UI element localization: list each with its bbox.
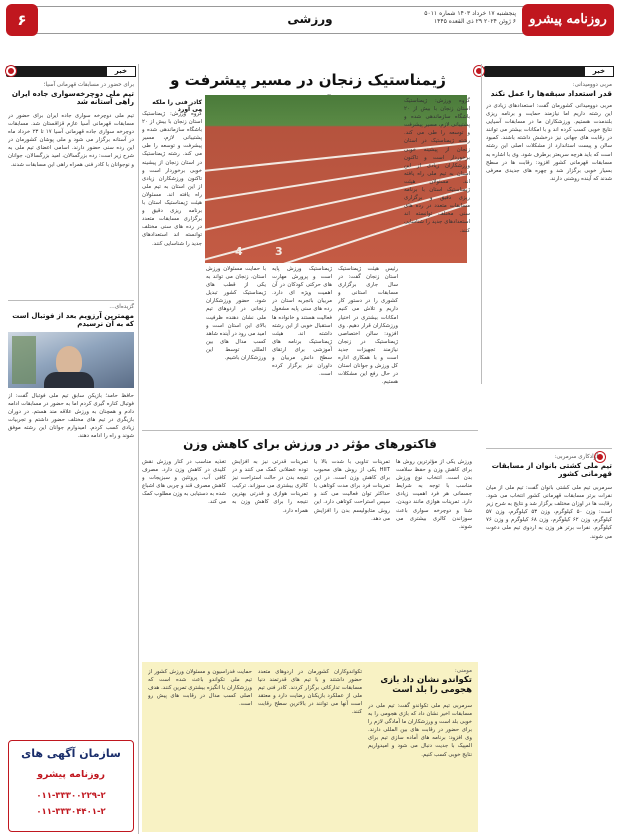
issue-date-line-2: ۶ ژوئن ۲۰۲۴ ۲۹ ذی القعده ۱۴۴۵ <box>433 18 516 25</box>
left-kicker-2: گزیده‌ای… <box>109 304 134 310</box>
divider <box>8 300 134 301</box>
right-article-body: مربی دوومیدانی کشورمان گفت: استعدادهای زیادی در این رشته داریم اما نیازمند حمایت و برنامه ریزی بلندمدت هستیم. ورزشکاران ما در مسابقات آسیایی نتایج خوبی کسب کرده اند و با امکانات بیشتر می توانند در رقابت های جهانی نیز درخشش داشته باشند. کمبود سالن و پیست استاندارد از مشکلات اصلی این رشته است که باید هرچه سریعتر برطرف شود. وی با اشاره به مسابقات قهرمانی کشور افزود: رقابت ها در سطح بسیار خوبی برگزار شد و چهره های جدیدی معرفی شدند که آینده روشنی دارند. <box>486 103 612 182</box>
lower-headline: فاکتورهای مؤثر در ورزش برای کاهش وزن <box>183 437 437 451</box>
advertisement-box <box>8 740 134 832</box>
bullet-icon <box>474 66 484 76</box>
left-article-body: تیم ملی دوچرخه سواری جاده ایران برای حضور در مسابقات قهرمانی آسیا عازم قزاقستان شد. مسابقات دوچرخه سواری جاده قهرمانی آسیا ۱۷ تا ۲۳ خرداد ماه در آستانه برگزار می شود و ملی پوشان کشورمان در این رده سنی حضور دارند. اسامی اعضای تیم ملی به شرح زیر است: رده بزرگسالان، امید بزرگسالان، جوانان و نوجوانان با کادر فنی همراه راهی این مسابقات شدند. <box>8 113 134 168</box>
main-col-1: گروه ورزش: ژیمناستیک استان زنجان با بیش از ۲۰ باشگاه سازماندهی شده و پشتیبانی لازم، مسیر پیشرفت و توسعه را طی می کند. رشته ژیمناستیک در استان زنجان از پیشینه خوبی برخوردار است و تاکنون ورزشکاران زیادی از این استان به تیم ملی راه یافته اند. مسئولان هیئت ژیمناستیک استان با برنامه ریزی دقیق و برگزاری مسابقات متعدد در رده های سنی مختلف توانسته اند استعدادهای جدید را شناسایی کنند. <box>404 98 470 234</box>
main-headline: ژیمناستیک زنجان در مسیر پیشرفت و <box>170 71 446 89</box>
lower-col-d: تغذیه مناسب در کنار ورزش نقش کلیدی در کاهش وزن دارد. مصرف کافی آب، پروتئین و سبزیجات و کاهش مصرف قند و چربی های اشباع شده به دستیابی به وزن مطلوب کمک می کند. <box>142 459 226 506</box>
news-label: خبر <box>106 66 136 77</box>
yellow-col-3: حمایت فدراسیون و مسئولان ورزش کشور از تیم ملی تکواندو باعث شده است که ورزشکاران با انگیزه بیشتری تمرین کنند. هدف اصلی کسب مدال در رقابت های پیش رو است. <box>148 669 252 708</box>
right-khabar-bar <box>484 66 614 77</box>
ad-subtitle: روزنامه پیشرو <box>37 769 105 780</box>
yellow-headline: تکواندو نشان داد بازی هجومی را بلد است <box>380 675 472 695</box>
ad-phone-2: ۰۱۱-۳۳۳۰۴۴۰۱-۲ <box>36 807 106 817</box>
interview-photo <box>8 332 134 388</box>
ad-phone-1: ۰۱۱-۳۳۳۰۰۲۲۹-۲ <box>36 791 106 801</box>
section-title: ورزشی <box>287 12 333 26</box>
main-col-2: رئیس هیئت ژیمناستیک استان زنجان گفت: در سال جاری برگزاری مسابقات استانی و کشوری را در دستور کار داریم و تلاش می کنیم امکانات بیشتری در اختیار ورزشکاران قرار دهیم. وی افزود: سالن اختصاصی ژیمناستیک در زنجان نیازمند تجهیزات جدید است و با همکاری اداره کل ورزش و جوانان استان در حال رفع این مشکلات هستیم. <box>338 266 398 386</box>
right-article-body-2: سرمربی تیم ملی کشتی بانوان گفت: تیم ملی از میان نفرات برتر مسابقات قهرمانی کشور انتخاب می شود. رقابت ها در اوزان مختلف برگزار شد و نتایج به شرح زیر است: وزن ۵۰ کیلوگرم، وزن ۵۳ کیلوگرم، وزن ۵۷ کیلوگرم، وزن ۶۲ کیلوگرم، وزن ۶۸ کیلوگرم و وزن ۷۶ کیلوگرم. نفرات برتر هر وزن به اردوی تیم ملی دعوت می شوند. <box>486 485 612 540</box>
column-rule <box>138 64 139 834</box>
page-number: ۶ <box>6 4 38 36</box>
left-headline: تیم ملی دوچرخه‌سواری جاده ایران راهی آستانه شد <box>11 89 134 107</box>
yellow-kicker: مومنی: <box>454 668 472 674</box>
masthead <box>0 0 620 46</box>
lower-col-b: تمرینات تناوبی با شدت بالا یا HIIT یکی از روش های محبوب برای کاهش وزن است. در این تمرینات فرد برای مدت کوتاهی با حداکثر توان فعالیت می کند و سپس استراحت کوتاهی دارد. این روش متابولیسم بدن را افزایش می دهد. <box>314 459 390 522</box>
issue-info <box>376 10 516 26</box>
lower-col-a: ورزش یکی از مؤثرترین روش ها برای کاهش وزن و حفظ سلامت بدن است. انتخاب نوع ورزش مناسب با توجه به شرایط جسمانی هر فرد اهمیت زیادی دارد. تمرینات هوازی مانند دویدن، شنا و دوچرخه سواری باعث سوزاندن کالری بیشتری می شوند. <box>396 459 472 530</box>
left-khabar-bar <box>6 66 136 77</box>
left-kicker: برای حضور در مسابقات قهرمانی آسیا؛ <box>43 82 134 88</box>
column-rule <box>481 64 482 384</box>
issue-date-line: پنجشنبه ۱۷ خرداد ۱۴۰۳ شماره ۵۰۱۱ <box>424 10 516 17</box>
main-col-3: ژیمناستیک ورزش پایه است و پرورش مهارت های حرکتی کودکان در آن اهمیت ویژه ای دارد. مربیان باتجربه استان در رده های سنی پایه مشغول فعالیت هستند و خانواده ها استقبال خوبی از این رشته داشته اند. هیئت ژیمناستیک برنامه های آموزشی برای ارتقای سطح دانش مربیان و داوران نیز برگزار کرده است. <box>272 266 332 378</box>
lane-number-4: 4 <box>235 245 243 258</box>
yellow-col-2: تکواندوکاران کشورمان در اردوهای متعدد حضور داشتند و با تیم های قدرتمند دنیا مسابقات تدارکاتی برگزار کردند. کادر فنی تیم ملی از عملکرد بازیکنان رضایت دارد و معتقد است آنها می توانند در بالاترین سطح رقابت کنند. <box>258 669 362 716</box>
divider <box>142 430 478 431</box>
main-col-5: گروه ورزش: ژیمناستیک استان زنجان با بیش از ۲۰ باشگاه سازماندهی شده و پشتیبانی لازم، مسیر پیشرفت و توسعه را طی می کند. رشته ژیمناستیک در استان زنجان از پیشینه خوبی برخوردار است و تاکنون ورزشکاران زیادی از این استان به تیم ملی راه یافته اند. مسئولان هیئت ژیمناستیک استان با برنامه ریزی دقیق و برگزاری مسابقات متعدد در رده های سنی مختلف توانسته اند استعدادهای جدید را شناسایی کنند. <box>142 111 202 247</box>
newspaper-logo: روزنامه پیشرو <box>522 4 614 36</box>
right-headline: قدر استعداد سبقه‌ها را عمل نکند <box>490 89 612 98</box>
divider <box>486 448 612 449</box>
news-label: خبر <box>584 66 614 77</box>
main-photo-caption: کادر فنی را ملکه می آورد <box>152 99 202 113</box>
bullet-icon <box>6 66 16 76</box>
left-headline-2: مهمترین آرزویم بعد از فوتبال است که به آن نرسیدم <box>12 312 134 329</box>
plant <box>12 336 36 384</box>
yellow-col-1: سرمربی تیم ملی تکواندو گفت: تیم ملی در مسابقات اخیر نشان داد که بازی هجومی را به خوبی بلد است و ورزشکاران ما آمادگی لازم را برای حضور در رقابت های بین المللی دارند. وی افزود: برنامه های آماده سازی تیم برای المپیک با جدیت دنبال می شود و امیدواریم نتایج خوبی کسب کنیم. <box>368 703 472 758</box>
main-col-4: با حمایت مسئولان ورزش استان، زنجان می تواند به یکی از قطب های ژیمناستیک کشور تبدیل شود. حضور ورزشکاران زنجانی در اردوهای تیم ملی نشان دهنده ظرفیت بالای این استان است و امید می رود در آینده شاهد کسب مدال های بین المللی توسط این ورزشکاران باشیم. <box>206 266 266 362</box>
lane-number-3: 3 <box>275 245 283 258</box>
person-suit <box>44 372 94 388</box>
right-headline-2: تیم ملی کشتی بانوان از مسابقات قهرمانی کشور <box>491 461 612 479</box>
right-kicker: مربی دوومیدانی: <box>572 82 612 88</box>
ad-title: سازمان آگهی های <box>21 747 121 760</box>
left-article-body-2: حافظ حامد؛ بازیکن سابق تیم ملی فوتبال گفت: از فوتبال کناره گیری کردم اما به حضور در مسابقات ادامه دادم و همچنان به ورزش علاقه مند هستم. در دوران بازیگری در تیم های مختلف حضور داشتم و تجربیات زیادی کسب کردم. امیدوارم جوانان این رشته موفق شوند و راه را ادامه دهند. <box>8 393 134 440</box>
lower-col-c: تمرینات قدرتی نیز به افزایش توده عضلانی کمک می کنند و در نتیجه بدن در حالت استراحت نیز کالری بیشتری می سوزاند. ترکیب تمرینات هوازی و قدرتی بهترین نتیجه را برای کاهش وزن به همراه دارد. <box>232 459 308 514</box>
featured-box <box>142 662 478 832</box>
right-kicker-2: آزادکاری سرمربی: <box>554 454 598 460</box>
